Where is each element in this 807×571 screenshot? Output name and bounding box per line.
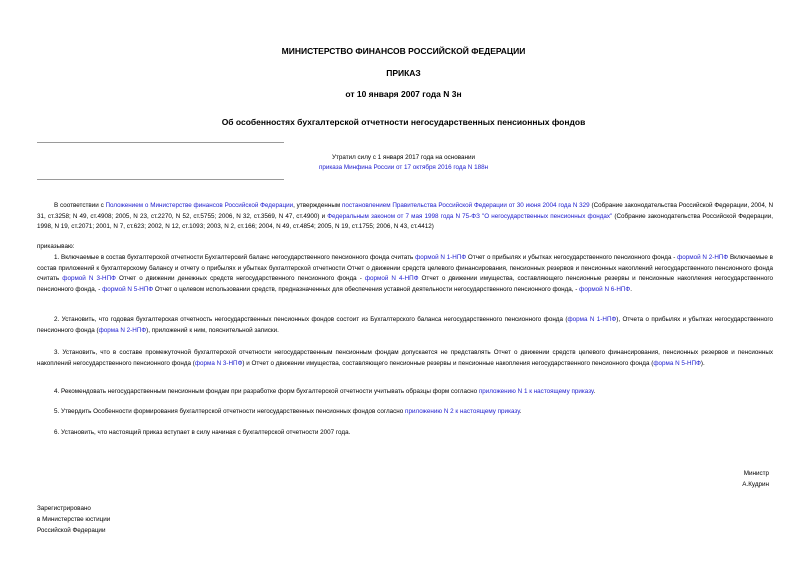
divider-top [37, 142, 284, 143]
p3-form-5-npf-link[interactable]: форма N 5-НПФ [653, 359, 701, 367]
form-2-npf-link[interactable]: формой N 2-НПФ [677, 254, 729, 261]
form-1-npf-link[interactable]: формой N 1-НПФ [415, 254, 467, 261]
government-decree-link[interactable]: постановлением Правительства Российской Федерации от 30 июня 2004 года N 329 [341, 202, 590, 209]
signatory-name: А.Кудрин [742, 481, 769, 488]
signature-block [742, 468, 769, 490]
form-4-npf-link[interactable]: формой N 4-НПФ [364, 275, 419, 282]
paragraph-1: 1. Включаемые в состав бухгалтерской отчетности Бухгалтерский баланс негосударственного пенсионного фонда считать формой N 1-НПФ Отчет о прибылях и убытках негосударственного пенсионного фонда - формой N 2-НПФ Включаемые в состав приложений к бухгалтерскому балансу и отчету о прибылях и убытках бухгалтерской отчетности Отчет о движении средств целевого финансирования, пенсионных резервов и пенсионных накоплений негосударственного пенсионного фонда считать формой N 3-НПФ Отчет о движении денежных средств негосударственного пенсионного фонда - формой N 4-НПФ Отчет о движении имущества, составляющего пенсионные резервы и пенсионные накопления негосударственного пенсионного фонда, - формой N 5-НПФ Отчет о целевом использовании средств, предназначенных для обеспечения уставной деятельности негосударственного пенсионного фонда, - формой N 6-НПФ. [37, 254, 773, 293]
paragraph-3: 3. Установить, что в составе промежуточной бухгалтерской отчетности негосударственным пенсионным фондам допускается не представлять Отчет о движении средств целевого финансирования, пенсионных резервов и пенсионных накоплений негосударственного пенсионного фонда (форма N 3-НПФ) и Отчет о движении имущества, составляющего пенсионные резервы и пенсионные накопления негосударственного пенсионного фонда (форма N 5-НПФ). [37, 349, 773, 367]
document-date-number: от 10 января 2007 года N 3н [345, 89, 462, 99]
paragraph-2: 2. Установить, что годовая бухгалтерская отчетность негосударственных пенсионных фондов состоит из Бухгалтерского баланса негосударственного пенсионного фонда (форма N 1-НПФ), Отчета о прибылях и убытках негосударственного пенсионного фонда (форма N 2-НПФ), приложений к ним, пояснительной записки. [37, 316, 773, 334]
repeal-order-link[interactable]: приказа Минфина России от 17 октября 2016 года N 188н [318, 164, 489, 171]
ministry-heading: МИНИСТЕРСТВО ФИНАНСОВ РОССИЙСКОЙ ФЕДЕРАЦИИ [281, 46, 526, 56]
ministry-regulation-link[interactable]: Положением о Министерстве финансов Российской Федерации [105, 202, 294, 209]
paragraph-4: 4. Рекомендовать негосударственным пенсионным фондам при разработке форм бухгалтерской отчетности учитывать образцы форм согласно приложению N 1 к настоящему приказу. [54, 388, 596, 395]
status-line: Утратил силу с 1 января 2017 года на основании [331, 154, 476, 161]
p3-form-3-npf-link[interactable]: форма N 3-НПФ [194, 359, 243, 367]
federal-law-link[interactable]: Федеральным законом от 7 мая 1998 года N 75-ФЗ "О негосударственных пенсионных фондах" [327, 212, 613, 220]
form-3-npf-link[interactable]: формой N 3-НПФ [62, 275, 116, 282]
registration-line-3: Российской Федерации [37, 527, 106, 534]
form-5-npf-link[interactable]: формой N 5-НПФ [102, 285, 154, 293]
form-6-npf-link[interactable]: формой N 6-НПФ [579, 285, 631, 293]
p2-form-1-npf-link[interactable]: форма N 1-НПФ [567, 316, 617, 323]
signatory-role: Министр [743, 470, 769, 477]
registration-line-1: Зарегистрировано [37, 505, 91, 512]
appendix-2-link[interactable]: приложению N 2 к настоящему приказу [405, 408, 520, 415]
appendix-1-link[interactable]: приложению N 1 к настоящему приказу [478, 388, 594, 395]
document-type: ПРИКАЗ [386, 68, 421, 78]
divider-bottom [37, 179, 284, 180]
p2-form-2-npf-link[interactable]: форма N 2-НПФ [98, 326, 147, 334]
order-word: приказываю: [37, 243, 75, 250]
paragraph-5: 5. Утвердить Особенности формирования бухгалтерской отчетности негосударственных пенсионных фондов согласно приложению N 2 к настоящему приказу. [54, 408, 522, 415]
paragraph-6: 6. Установить, что настоящий приказ вступает в силу начиная с бухгалтерской отчетности 2007 года. [54, 429, 351, 436]
preamble-paragraph: В соответствии с Положением о Министерстве финансов Российской Федерации, утвержденным постановлением Правительства Российской Федерации от 30 июня 2004 года N 329 (Собрание законодательства Российской Федерации, 2004, N 31, ст.3258; N 49, ст.4908; 2005, N 23, ст.2270, N 52, ст.5755; 2006, N 32, ст.3569, N 47, ст.4900) и Федеральным законом от 7 мая 1998 года N 75-ФЗ "О негосударственных пенсионных фондах" (Собрание законодательства Российской Федерации, 1998, N 19, ст.2071; 2001, N 7, ст.623; 2002, N 12, ст.1093; 2003, N 2, ст.166; 2004, N 49, ст.4854; 2005, N 19, ст.1755; 2006, N 43, ст.4412) [37, 202, 773, 230]
registration-block [37, 503, 110, 536]
registration-line-2: в Министерстве юстиции [37, 516, 111, 523]
status-block [0, 153, 807, 173]
document-title: Об особенностях бухгалтерской отчетности негосударственных пенсионных фондов [221, 117, 586, 127]
